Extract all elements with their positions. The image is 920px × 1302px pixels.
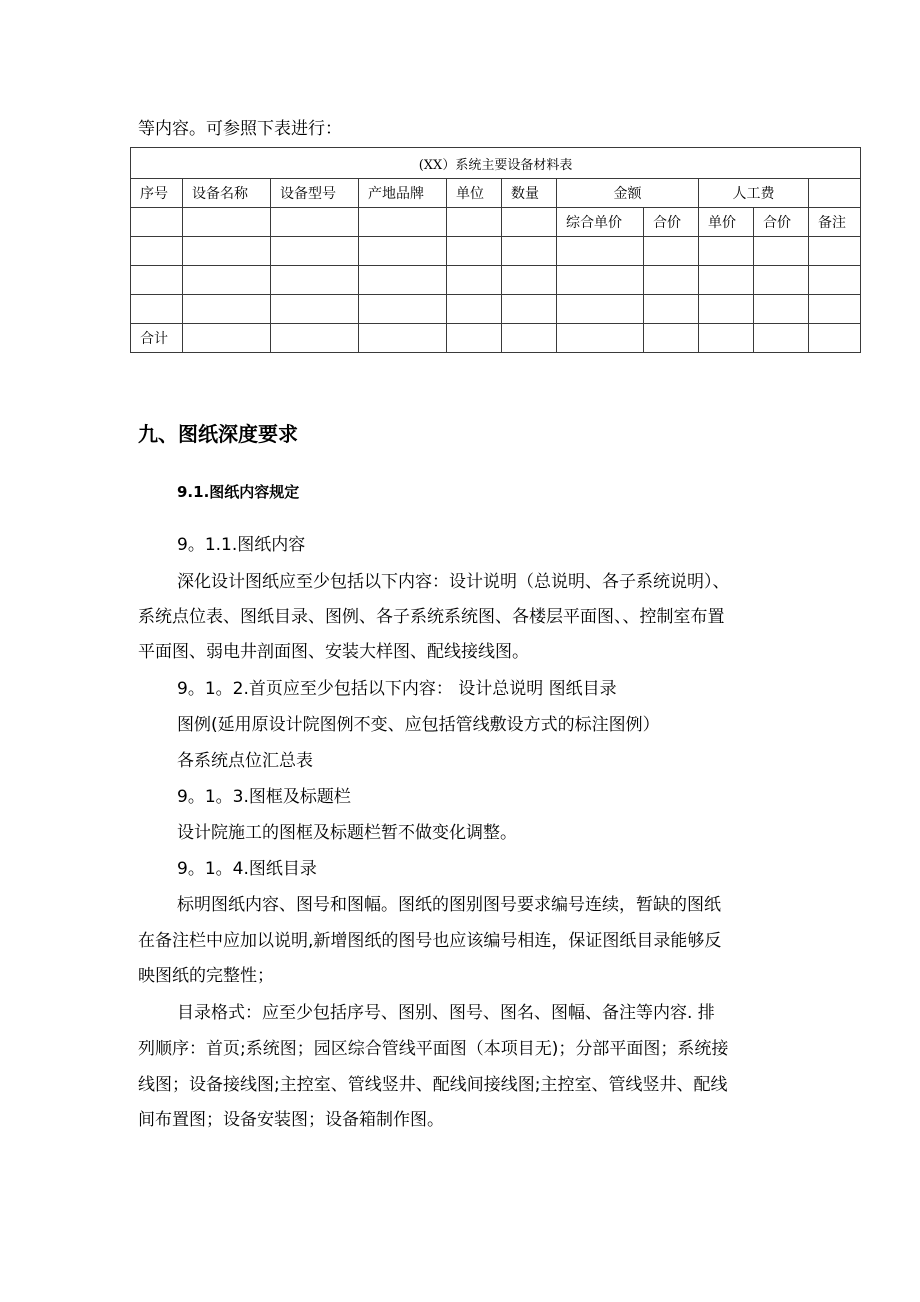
header-device-name: 设备名称	[183, 179, 271, 208]
paragraph-line: 深化设计图纸应至少包括以下内容：设计说明（总说明、各子系统说明）、	[177, 572, 730, 592]
subheader-unit-price: 综合单价	[557, 208, 644, 237]
table-row	[131, 266, 861, 295]
equipment-material-table	[130, 147, 861, 353]
subheader-remarks: 备注	[809, 208, 861, 237]
paragraph-line: 各系统点位汇总表	[177, 751, 313, 771]
table-total-row	[131, 324, 861, 353]
total-label: 合计	[131, 324, 183, 353]
header-index: 序号	[131, 179, 183, 208]
clause-9-1-1-title: 9。1.1.图纸内容	[177, 535, 306, 555]
paragraph-line: 设计院施工的图框及标题栏暂不做变化调整。	[177, 823, 517, 843]
table-caption: (XX）系统主要设备材料表	[131, 148, 861, 179]
paragraph-line: 图例(延用原设计院图例不变、应包括管线敷设方式的标注图例）	[177, 715, 660, 735]
header-quantity: 数量	[502, 179, 557, 208]
subheader-labor-unit-price: 单价	[699, 208, 754, 237]
intro-text: 等内容。可参照下表进行：	[138, 119, 342, 139]
section-heading: 九、图纸深度要求	[138, 422, 298, 446]
table-row	[131, 295, 861, 324]
header-labor-cost: 人工费	[699, 179, 809, 208]
header-unit: 单位	[447, 179, 502, 208]
header-brand: 产地品牌	[359, 179, 447, 208]
header-device-model: 设备型号	[271, 179, 359, 208]
table-row	[131, 237, 861, 266]
subheader-labor-total: 合价	[754, 208, 809, 237]
paragraph-line: 目录格式：应至少包括序号、图别、图号、图名、图幅、备注等内容. 排	[177, 1003, 715, 1023]
table-header-row	[131, 179, 861, 208]
paragraph-line: 在备注栏中应加以说明,新增图纸的图号也应该编号相连，保证图纸目录能够反	[138, 931, 722, 951]
paragraph-line: 列顺序：首页;系统图；园区综合管线平面图（本项目无)；分部平面图；系统接	[138, 1039, 729, 1059]
paragraph-line: 间布置图；设备安装图；设备箱制作图。	[138, 1110, 444, 1130]
subheader-amount-total: 合价	[644, 208, 699, 237]
table-subheader-row	[131, 208, 861, 237]
paragraph-line: 映图纸的完整性；	[138, 966, 274, 986]
paragraph-line: 标明图纸内容、图号和图幅。图纸的图别图号要求编号连续，暂缺的图纸	[177, 895, 721, 915]
clause-9-1-3-title: 9。1。3.图框及标题栏	[177, 787, 351, 807]
clause-9-1-4-title: 9。1。4.图纸目录	[177, 859, 317, 879]
paragraph-line: 线图；设备接线图;主控室、管线竖井、配线间接线图;主控室、管线竖井、配线	[138, 1075, 728, 1095]
header-blank	[809, 179, 861, 208]
subsection-heading: 9.1.图纸内容规定	[177, 483, 300, 501]
header-amount: 金额	[557, 179, 699, 208]
clause-9-1-2-title: 9。1。2.首页应至少包括以下内容： 设计总说明 图纸目录	[177, 679, 617, 699]
paragraph-line: 系统点位表、图纸目录、图例、各子系统系统图、各楼层平面图、、控制室布置	[138, 607, 725, 627]
paragraph-line: 平面图、弱电井剖面图、安装大样图、配线接线图。	[138, 642, 529, 662]
